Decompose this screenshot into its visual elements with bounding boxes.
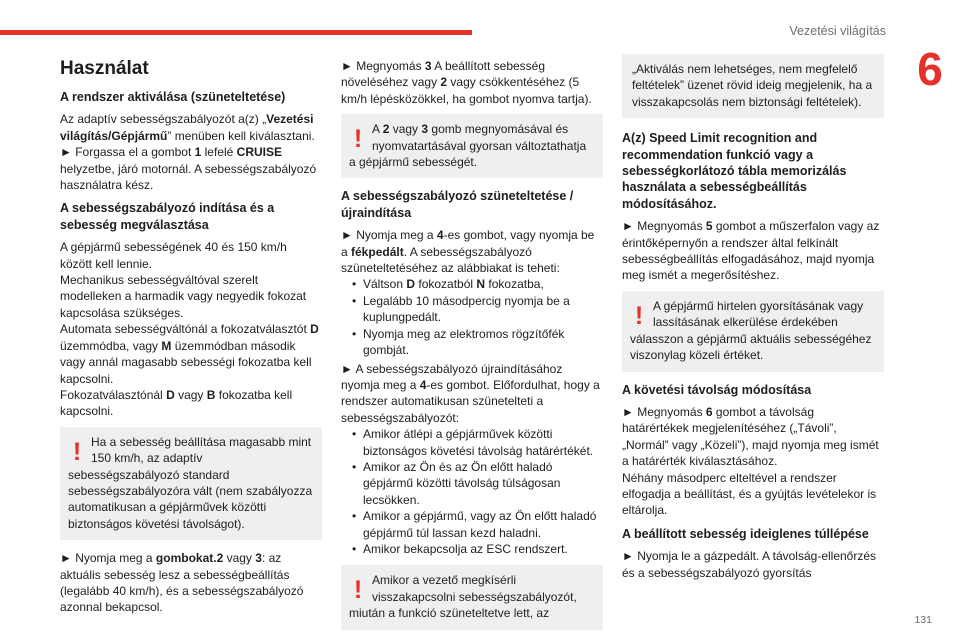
list-item: • Amikor az Ön és az Ön előtt haladó gépjármű közötti távolság túlságosan lecsökken. <box>341 459 603 508</box>
heading-exceed: A beállított sebesség ideiglenes túllépése <box>622 526 869 541</box>
heading-pause: A sebességszabályozó szüneteltetése / újraindítása <box>341 189 574 220</box>
column-1 <box>60 54 322 623</box>
column-3 <box>622 54 884 588</box>
list-item: • Legalább 10 másodpercig nyomja be a kuplungpedált. <box>341 293 603 326</box>
warning-icon: ! <box>634 301 644 330</box>
page-number: 131 <box>914 614 932 626</box>
paragraph-set-speed: ► Nyomja meg a gombokat.2 vagy 3: az aktuális sebesség lesz a sebességbeállítás (legalább 40 km/h), és a sebességszabályozó azonnal bekapcsol. <box>60 551 304 615</box>
auto-pause-list <box>341 426 603 557</box>
heading-start: A sebességszabályozó indítása és a sebesség megválasztása <box>60 201 275 232</box>
paragraph-restart: ► A sebességszabályozó újraindításához nyomja meg a 4-es gombot. Előfordulhat, hogy a rendszer automatikusan szünetelteti a sebességszabályozót: <box>341 361 600 425</box>
warning-icon: ! <box>353 125 363 154</box>
paragraph-adjust-speed: ► Megnyomás 3 A beállított sebesség növeléséhez vagy 2 vagy csökkentéséhez (5 km/h lépésközökkel, ha gombot nyomva tartja). <box>341 59 592 106</box>
paragraph-exceed: ► Nyomja le a gázpedált. A távolság-ellenőrzés és a sebességszabályozó gyorsítás <box>622 549 877 580</box>
chapter-number: 6 <box>917 43 943 95</box>
warning-box: ! Ha a sebesség beállítása magasabb mint 150 km/h, az adaptív sebességszabályozó standard sebességszabályozóra vált (nem szabályozza automatikusan a gépjárművek közötti biztonságos követési távolságot). <box>60 427 322 540</box>
paragraph-start: A gépjármű sebességének 40 és 150 km/h között kell lennie. Mechanikus sebességváltóval szerelt modelleken a harmadik vagy negyedik fokozat kapcsolása szükséges. Automata sebességváltónál a fokozatválasztót D üzemmódba, vagy M üzemmódban második vagy annál magasabb sebességi fokozatba kell kapcsolni. Fokozatválasztónál D vagy B fokozatba kell kapcsolni. <box>60 240 319 419</box>
list-item: • Nyomja meg az elektromos rögzítőfék gombját. <box>341 326 603 359</box>
paragraph-pause: ► Nyomja meg a 4-es gombot, vagy nyomja be a fékpedált. A sebességszabályozó szüneteltetéséhez az alábbiakat is teheti: <box>341 228 595 276</box>
column-2 <box>341 54 603 640</box>
list-item: • Amikor átlépi a gépjárművek közötti biztonságos követési távolság határértékét. <box>341 426 603 459</box>
section-title: Használat <box>60 58 149 79</box>
note-box: „Aktiválás nem lehetséges, nem megfelelő feltételek” üzenet rövid ideig megjelenik, ha a visszakapcsolás nem biztonsági feltételek). <box>622 54 884 118</box>
running-header-title: Vezetési világítás <box>789 24 886 38</box>
heading-activation: A rendszer aktiválása (szüneteltetése) <box>60 90 286 104</box>
heading-speed-limit-recognition: A(z) Speed Limit recognition and recommendation funkció vagy a sebességkorlátozó tábla memorizálás használata a sebességbeállítás módosításához. <box>622 131 847 211</box>
paragraph-speed-limit: ► Megnyomás 5 gombot a műszerfalon vagy az érintőképernyőn a rendszer által felkínált sebességbeállítás elfogadásához, majd nyomja meg ismét a megerősítéshez. <box>622 219 880 283</box>
list-item: • Váltson D fokozatból N fokozatba, <box>341 276 603 292</box>
heading-distance: A követési távolság módosítása <box>622 382 812 397</box>
paragraph-activation: Az adaptív sebességszabályozót a(z) „Vezetési világítás/Gépjármű” menüben kell kiválasztani. ► Forgassa el a gombot 1 lefelé CRUISE helyzetbe, járó motornál. A sebességszabályozó használatra kész. <box>60 112 317 193</box>
warning-icon: ! <box>353 576 363 605</box>
list-item: • Amikor bekapcsolja az ESC rendszert. <box>341 541 603 557</box>
warning-box: ! A gépjármű hirtelen gyorsításának vagy lassításának elkerülése érdekében válasszon a gépjármű aktuális sebességéhez viszonylag közeli értéket. <box>622 291 884 372</box>
warning-box: ! Amikor a vezető megkísérli visszakapcsolni sebességszabályozót, miután a funkció szüneteltetve lett, az <box>341 565 603 629</box>
warning-icon: ! <box>72 437 82 466</box>
list-item: • Amikor a gépjármű, vagy az Ön előtt haladó gépjármű túl lassan kezd haladni. <box>341 508 603 541</box>
paragraph-distance: ► Megnyomás 6 gombot a távolság határértékek megjelenítéséhez („Távoli”, „Normál” vagy „Közeli”), majd nyomja meg ismét a határérték kiválasztásához. Néhány másodperc elteltével a rendszer elfogadja a beállítást, és a gyújtás levételekor is eltárolja. <box>622 404 879 518</box>
header-red-bar <box>0 30 472 35</box>
pause-conditions-list <box>341 276 603 358</box>
warning-box: ! A 2 vagy 3 gomb megnyomásával és nyomvatartásával gyorsan változtathatja a gépjármű sebességét. <box>341 114 603 178</box>
